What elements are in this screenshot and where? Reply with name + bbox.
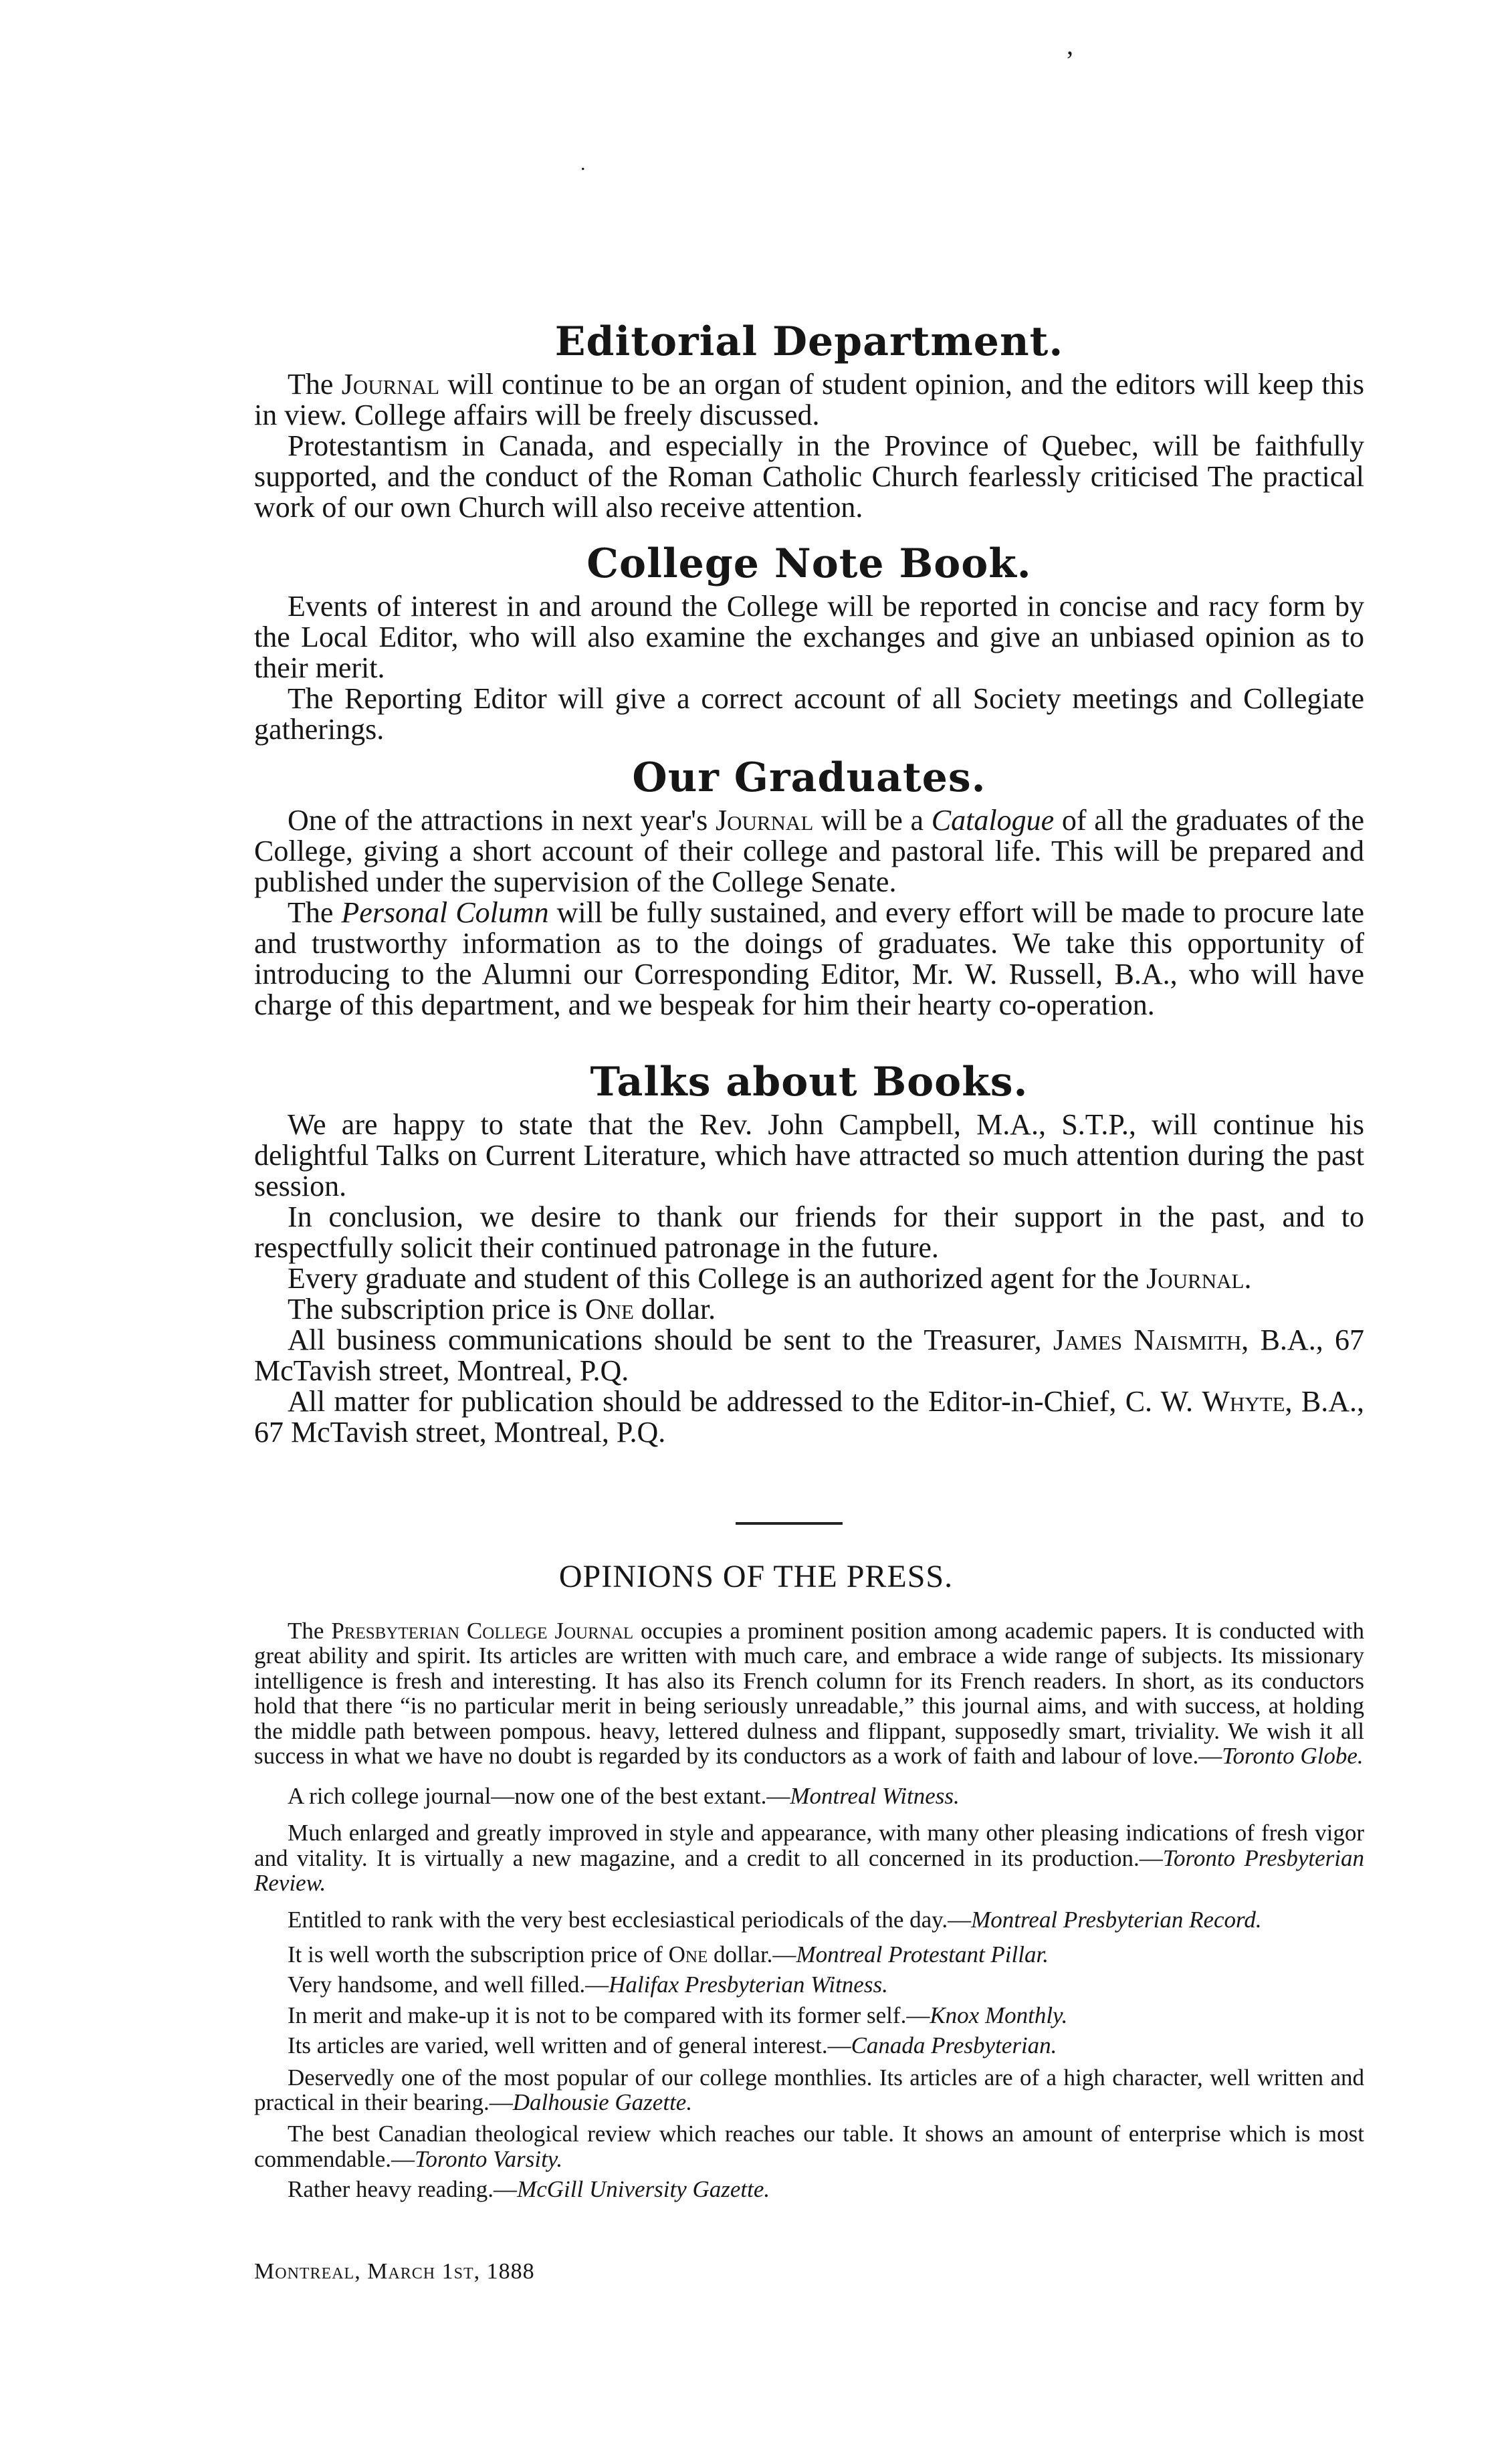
our-graduates-heading: Our Graduates. [632, 754, 986, 801]
college-note-book-section [254, 542, 1364, 745]
dateline: Montreal, March 1st, 1888 [254, 2259, 535, 2284]
opinion-text: Much enlarged and greatly improved in style and appearance, with many other pleasing indications of fresh vigor and vitality. It is virtually a new magazine, and a credit to all concerned in its production.— [254, 1820, 1364, 1871]
talks-about-books-section [254, 1060, 1364, 1448]
talks-paragraph-6: All matter for publication should be addressed to the Editor-in-Chief, C. W. Whyte, B.A., 67 McTavish street, Montreal, P.Q. [254, 1384, 1364, 1449]
opinion-source: Montreal Presbyterian Record. [971, 1907, 1262, 1933]
stray-mark-top-left: . [580, 152, 586, 175]
opinion-source: Knox Monthly. [930, 2002, 1068, 2028]
opinion-source: Montreal Protestant Pillar. [796, 1941, 1049, 1967]
college-note-book-paragraph-2: The Reporting Editor will give a correct account of all Society meetings and Collegiate gatherings. [254, 681, 1364, 746]
opinion-text: A rich college journal—now one of the best extant.— [288, 1782, 790, 1809]
opinion-text: It is well worth the subscription price of [288, 1941, 669, 1967]
press-opinion [254, 2033, 1364, 2058]
section-divider [736, 1522, 843, 1525]
talks-paragraph-3: Every graduate and student of this College is an authorized agent for the Journal. [288, 1261, 1252, 1295]
opinion-text: Presbyterian College Journal [331, 1618, 634, 1644]
our-graduates-paragraph-1: One of the attractions in next year's Journal will be a Catalogue of all the graduates of the College, giving a short account of their college and pastoral life. This will be prepared and published under the supervision of the College Senate. [254, 804, 1364, 898]
press-opinion [254, 2065, 1364, 2115]
press-opinion [254, 2177, 1364, 2202]
college-note-book-heading: College Note Book. [586, 540, 1032, 587]
press-opinion [254, 1942, 1364, 1967]
opinion-source: Montreal Witness. [790, 1782, 960, 1809]
press-opinion [254, 1820, 1364, 1895]
opinion-text: The [288, 1618, 332, 1644]
opinion-text: Rather heavy reading.— [288, 2176, 518, 2203]
editorial-section [254, 320, 1364, 523]
opinion-text: occupies a prominent position among academic papers. It is conducted with great ability and spirit. Its articles are written with much care, and embrace a wide range of subjects. Its missionary intelligence is fresh and interesting. It has also its French column for its French readers. In short, as its conductors hold that there “is no particular merit in being seriously unreadable,” this journal aims, and with success, at holding the middle path between pompous. heavy, lettered dulness and flippant, supposedly smart, triviality. We wish it all success in what we have no doubt is regarded by its conductors as a work of faith and labour of love.— [254, 1618, 1365, 1770]
our-graduates-paragraph-2: The Personal Column will be fully sustained, and every effort will be made to procure late and trustworthy information as to the doings of graduates. We take this opportunity of introducing to the Alumni our Corresponding Editor, Mr. W. Russell, B.A., who will have charge of this department, and we bespeak for him their hearty co-operation. [254, 895, 1364, 1021]
editorial-heading: Editorial Department. [554, 318, 1064, 365]
opinions-list [254, 1613, 1364, 2202]
talks-paragraph-5: All business communications should be sent to the Treasurer, James Naismith, B.A., 67 McTavish street, Montreal, P.Q. [254, 1323, 1364, 1387]
opinion-text: One [668, 1941, 708, 1967]
opinions-heading: OPINIONS OF THE PRESS. [558, 1559, 954, 1594]
opinion-text: Entitled to rank with the very best ecclesiastical periodicals of the day.— [288, 1907, 972, 1933]
opinion-text: Deservedly one of the most popular of our college monthlies. Its articles are of a high character, well written and practical in their bearing.— [254, 2064, 1364, 2115]
talks-paragraph-1: We are happy to state that the Rev. John Campbell, M.A., S.T.P., will continue his delightful Talks on Current Literature, which have attracted so much attention during the past session. [254, 1108, 1364, 1202]
press-opinion [254, 1907, 1364, 1932]
college-note-book-paragraph-1: Events of interest in and around the College will be reported in concise and racy form by the Local Editor, who will also examine the exchanges and give an unbiased opinion as to their merit. [254, 590, 1364, 684]
opinion-source: Dalhousie Gazette. [512, 2089, 693, 2115]
opinion-source: Toronto Varsity. [415, 2145, 563, 2172]
press-opinion [254, 1784, 1364, 1808]
stray-mark-top-right: , [1067, 30, 1073, 60]
talks-paragraph-2: In conclusion, we desire to thank our friends for their support in the past, and to respectfully solicit their continued patronage in the future. [254, 1200, 1364, 1264]
press-opinion [254, 2003, 1364, 2028]
talks-paragraph-4: The subscription price is One dollar. [288, 1292, 716, 1325]
opinion-source: Toronto Presbyterian Review. [254, 1844, 1364, 1896]
talks-about-books-heading: Talks about Books. [590, 1059, 1029, 1105]
editorial-paragraph-1: The Journal will continue to be an organ of student opinion, and the editors will keep this in view. College affairs will be freely discussed. [254, 368, 1365, 431]
opinion-text: Very handsome, and well filled.— [288, 1972, 609, 1998]
opinion-text: The best Canadian theological review which reaches our table. It shows an amount of enterprise which is most commendable.— [254, 2121, 1364, 2172]
opinion-text: dollar.— [708, 1941, 796, 1967]
opinion-text: Its articles are varied, well written and of general interest.— [288, 2032, 851, 2059]
opinion-text: In merit and make-up it is not to be compared with its former self.— [288, 2002, 930, 2028]
press-opinion [254, 1618, 1364, 1769]
editorial-paragraph-2: Protestantism in Canada, and especially in the Province of Quebec, will be faithfully supported, and the conduct of the Roman Catholic Church fearlessly criticised The practical work of our own Church will also receive attention. [254, 429, 1364, 524]
opinion-source: Canada Presbyterian. [851, 2032, 1057, 2059]
press-opinion [254, 2121, 1364, 2171]
press-opinion [254, 1972, 1364, 1997]
opinion-source: Toronto Globe. [1222, 1743, 1364, 1770]
opinion-source: McGill University Gazette. [517, 2176, 770, 2203]
our-graduates-section [254, 756, 1364, 1021]
opinion-source: Halifax Presbyterian Witness. [609, 1972, 888, 1998]
